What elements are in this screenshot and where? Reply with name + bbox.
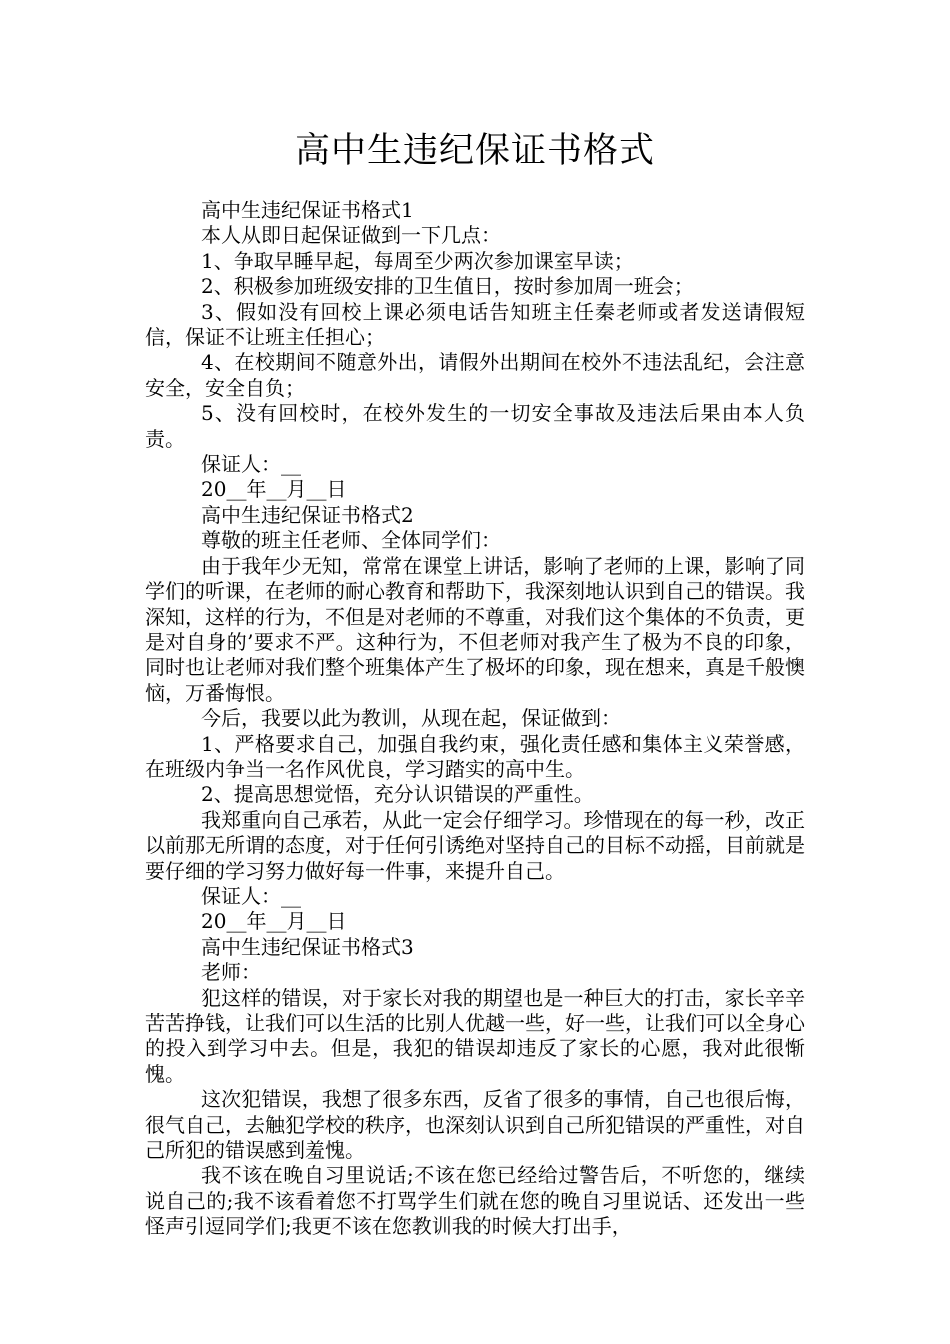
list-item: 1、严格要求自己，加强自我约束，强化责任感和集体主义荣誉感，在班级内争当一名作风优良，学习踏实的高中生。 — [145, 731, 805, 781]
list-item: 2、积极参加班级安排的卫生值日，按时参加周一班会； — [201, 274, 694, 299]
guarantor-line: 保证人：__ — [201, 452, 301, 477]
section-heading-3: 高中生违纪保证书格式3 — [201, 934, 414, 959]
paragraph: 由于我年少无知，常常在课堂上讲话，影响了老师的上课，影响了同学们的听课，在老师的耐心教育和帮助下，我深刻地认识到自己的错误。我深知，这样的行为，不但是对老师的不尊重，对我们这个集体的不负责，更是对自身的’要求不严。这种行为，不但老师对我产生了极为不良的印象，同时也让老师对我们整个班集体产生了极坏的印象，现在想来，真是千般懊恼，万番悔恨。 — [145, 553, 805, 705]
section-heading-2: 高中生违纪保证书格式2 — [201, 502, 414, 527]
date-line: 20__年__月__日 — [201, 909, 347, 934]
salutation: 老师： — [201, 960, 261, 985]
list-item: 3、假如没有回校上课必须电话告知班主任秦老师或者发送请假短信，保证不让班主任担心； — [145, 299, 805, 350]
paragraph: 这次犯错误，我想了很多东西，反省了很多的事情，自己也很后悔，很气自己，去触犯学校的秩序，也深刻认识到自己所犯错误的严重性，对自己所犯的错误感到羞愧。 — [145, 1087, 805, 1163]
paragraph: 我不该在晚自习里说话;不该在您已经给过警告后，不听您的，继续说自己的;我不该看着您不打骂学生们就在您的晚自习里说话、还发出一些怪声引逗同学们;我更不该在您教训我的时候大打出手， — [145, 1163, 805, 1239]
list-item: 2、提高思想觉悟，充分认识错误的严重性。 — [201, 782, 594, 807]
paragraph: 我郑重向自己承若，从此一定会仔细学习。珍惜现在的每一秒，改正以前那无所谓的态度，对于任何引诱绝对坚持自己的目标不动摇，目前就是要仔细的学习努力做好每一件事，来提升自己。 — [145, 807, 805, 883]
list-item: 4、在校期间不随意外出，请假外出期间在校外不违法乱纪，会注意安全，安全自负； — [145, 350, 805, 400]
section-heading-1: 高中生违纪保证书格式1 — [201, 198, 414, 222]
salutation: 尊敬的班主任老师、全体同学们： — [201, 528, 501, 553]
list-item: 1、争取早睡早起，每周至少两次参加课室早读； — [201, 248, 634, 273]
document-title: 高中生违纪保证书格式 — [294, 131, 655, 171]
paragraph: 本人从即日起保证做到一下几点： — [201, 223, 501, 248]
date-line: 20__年__月__日 — [201, 477, 347, 502]
paragraph: 犯这样的错误，对于家长对我的期望也是一种巨大的打击，家长辛辛苦苦挣钱，让我们可以生活的比别人优越一些，好一些，让我们可以全身心的投入到学习中去。但是，我犯的错误却违反了家长的心愿，我对此很惭愧。 — [145, 985, 805, 1086]
list-item: 5、没有回校时，在校外发生的一切安全事故及违法后果由本人负责。 — [145, 401, 805, 451]
guarantor-line: 保证人：__ — [201, 883, 301, 908]
paragraph: 今后，我要以此为教训，从现在起，保证做到： — [201, 706, 621, 731]
document-body — [145, 198, 805, 1240]
